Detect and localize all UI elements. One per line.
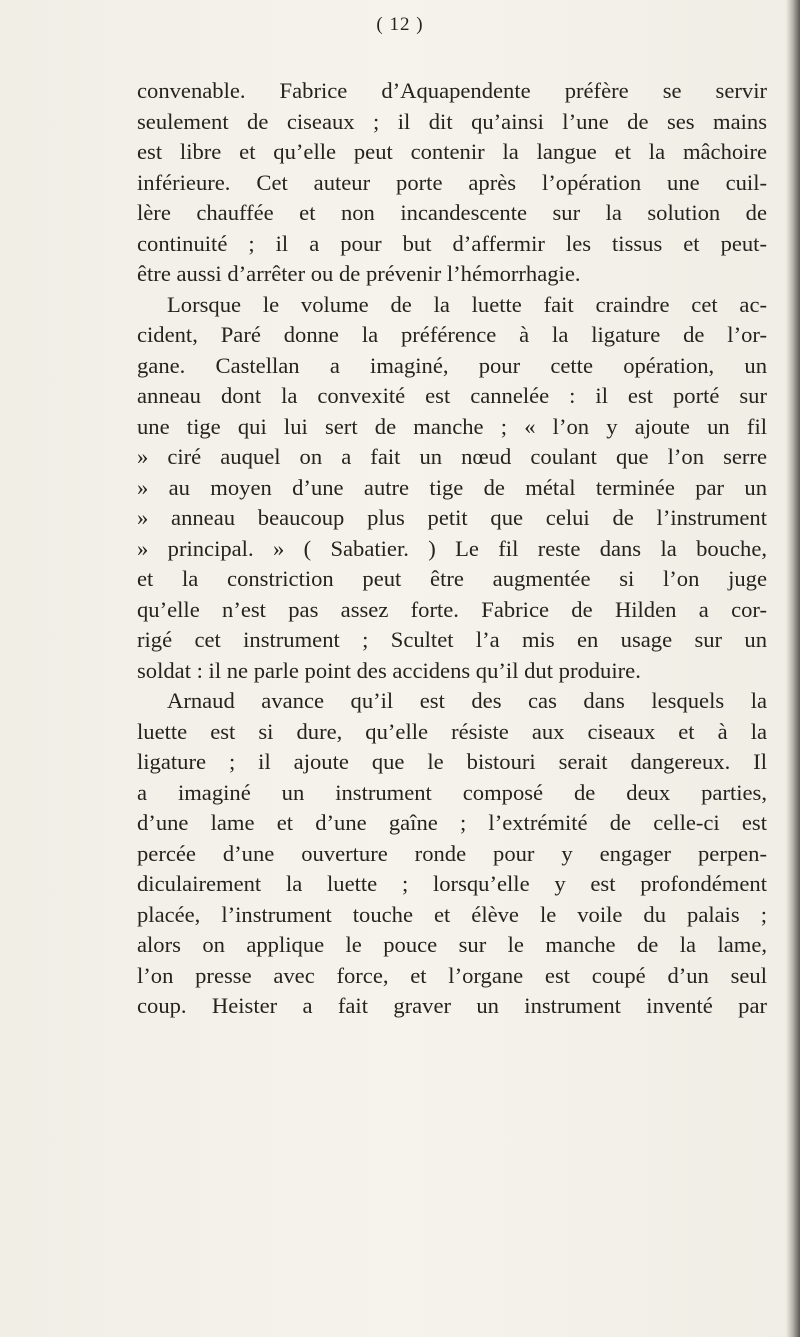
text-line: anneau dont la convexité est cannelée : il est porté sur bbox=[137, 383, 767, 408]
text-line: » au moyen d’une autre tige de métal terminée par un bbox=[137, 474, 767, 500]
text-line: alors on applique le pouce sur le manche de la lame, bbox=[137, 932, 767, 957]
text-line: et la constriction peut être augmentée si l’on juge bbox=[137, 566, 767, 591]
text-line: inférieure. Cet auteur porte après l’opération une cuil- bbox=[137, 169, 767, 195]
text-line: une tige qui lui sert de manche ; « l’on y ajoute un fil bbox=[137, 413, 767, 439]
text-line: » principal. » ( Sabatier. ) Le fil reste dans la bouche, bbox=[137, 535, 767, 561]
text-line: seulement de ciseaux ; il dit qu’ainsi l’une de ses mains bbox=[137, 108, 767, 134]
text-line: gane. Castellan a imaginé, pour cette opération, un bbox=[137, 352, 767, 378]
text-line: rigé cet instrument ; Scultet l’a mis en usage sur un bbox=[137, 627, 767, 652]
body-text bbox=[137, 76, 767, 1022]
text-line: l’on presse avec force, et l’organe est coupé d’un seul bbox=[137, 962, 767, 988]
text-line: d’une lame et d’une gaîne ; l’extrémité de celle-ci est bbox=[137, 810, 767, 835]
text-line: qu’elle n’est pas assez forte. Fabrice de Hilden a cor- bbox=[137, 596, 767, 622]
text-line: soldat : il ne parle point des accidens qu’il dut produire. bbox=[137, 657, 641, 683]
text-line: a imaginé un instrument composé de deux parties, bbox=[137, 779, 767, 805]
text-line: lère chauffée et non incandescente sur la solution de bbox=[137, 200, 767, 225]
page-number: ( 12 ) bbox=[376, 14, 424, 35]
text-line: coup. Heister a fait graver un instrument inventé par bbox=[137, 993, 767, 1018]
text-line: continuité ; il a pour but d’affermir les tissus et peut- bbox=[137, 230, 767, 256]
text-line: être aussi d’arrêter ou de prévenir l’hémorrhagie. bbox=[137, 261, 581, 286]
text-line: cident, Paré donne la préférence à la ligature de l’or- bbox=[137, 322, 767, 347]
text-line: ligature ; il ajoute que le bistouri serait dangereux. Il bbox=[137, 749, 767, 774]
page-edge-shadow bbox=[786, 0, 800, 1337]
text-line: percée d’une ouverture ronde pour y engager perpen- bbox=[137, 840, 767, 866]
text-line: » anneau beaucoup plus petit que celui de l’instrument bbox=[137, 505, 767, 530]
text-line: est libre et qu’elle peut contenir la langue et la mâchoire bbox=[137, 139, 767, 164]
text-line: diculairement la luette ; lorsqu’elle y est profondément bbox=[137, 871, 767, 896]
text-line: placée, l’instrument touche et élève le voile du palais ; bbox=[137, 901, 767, 927]
text-line: Lorsque le volume de la luette fait craindre cet ac- bbox=[167, 291, 767, 317]
text-line: Arnaud avance qu’il est des cas dans lesquels la bbox=[167, 688, 767, 713]
text-line: luette est si dure, qu’elle résiste aux ciseaux et à la bbox=[137, 718, 767, 744]
text-line: » ciré auquel on a fait un nœud coulant que l’on serre bbox=[137, 444, 767, 469]
text-line: convenable. Fabrice d’Aquapendente préfère se servir bbox=[137, 78, 767, 103]
